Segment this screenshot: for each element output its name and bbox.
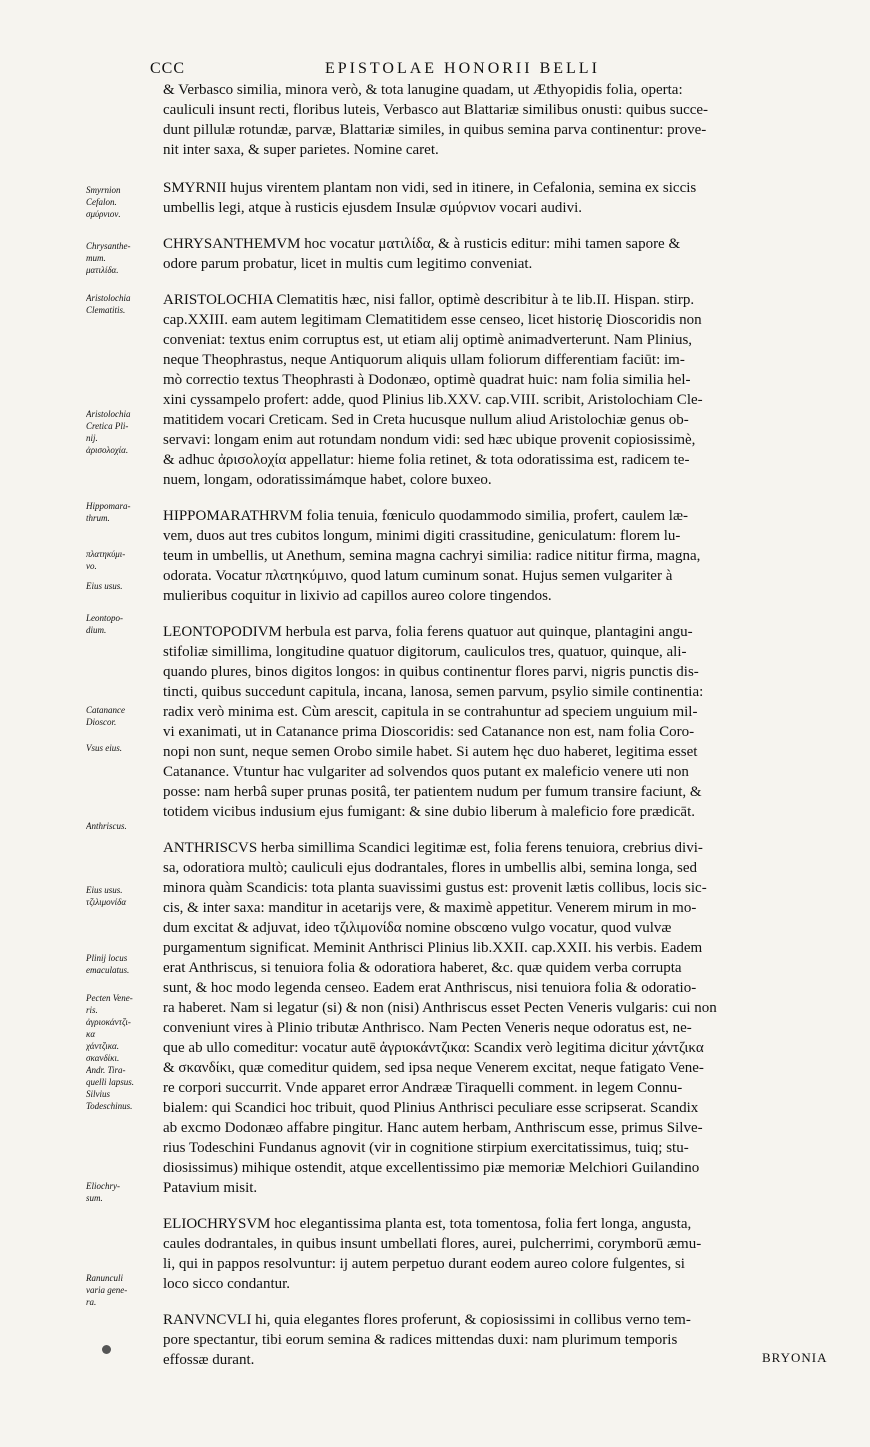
- margin-note-line: nij.: [86, 433, 98, 443]
- text-line: vi exanimati, ut in Catanance prima Dioscoridis: sed Catanance non est, nam folia Coro-: [163, 724, 695, 740]
- text-line: re corpori succurrit. Vnde apparet error Andrææ Tiraquelli comment. in legem Connu-: [163, 1080, 683, 1096]
- margin-note: [86, 184, 160, 220]
- text-line: ARISTOLOCHIA Clematitis hæc, nisi fallor, optimè describitur à te lib.II. Hispan. stirp.: [163, 292, 695, 308]
- text-line: posse: nam herbâ super prunas positâ, ter patientem nudum per fumum transire faciunt, &: [163, 784, 702, 800]
- margin-note-line: varia gene-: [86, 1285, 128, 1295]
- text-line: tincti, quibus succedunt capitula, incana, lanosa, semen parvum, psylio simile continentia:: [163, 684, 704, 700]
- text-line: SMYRNII hujus virentem plantam non vidi, sed in itinere, in Cefalonia, semina ex siccis: [163, 180, 697, 196]
- margin-note: [86, 884, 160, 908]
- margin-note-line: Dioscor.: [86, 717, 117, 727]
- margin-note-line: Eliochry-: [86, 1181, 120, 1191]
- text-line: servavi: longam enim aut rotundam nondum vidi: sed hæc ubique provenit copiosissimè,: [163, 432, 696, 448]
- margin-note-line: Pecten Vene-: [86, 993, 133, 1003]
- text-line: ra haberet. Nam si legatur (si) & non (nisi) Anthriscus esset Pecten Veneris vulgaris: cui non: [163, 1000, 717, 1016]
- margin-note-line: νο.: [86, 561, 97, 571]
- margin-note: [86, 1064, 160, 1112]
- text-line: radix verò minima est. Cùm arescit, capitula in se contrahuntur ad speciem unguium mil-: [163, 704, 698, 720]
- text-line: que ab ullo comeditur: vocatur autē ἀγριοκάντζικα: Scandix verò legitima dicitur χάντζικα: [163, 1040, 704, 1056]
- margin-note-line: Ranunculi: [86, 1273, 123, 1283]
- text-line: rius Todeschini Fundanus agnovit (vir in cognitione stirpium exercitatissimus, tuiq; stu-: [163, 1140, 689, 1156]
- text-line: LEONTOPODIVM herbula est parva, folia ferens quatuor aut quinque, plantagini angu-: [163, 624, 693, 640]
- margin-note-line: Aristolochia: [86, 409, 131, 419]
- text-line: teum in umbellis, ut Anethum, semina magna cachryi similia: radice nititur firma, magna,: [163, 548, 701, 564]
- running-head: EPISTOLAE HONORII BELLI: [325, 60, 600, 77]
- margin-note-line: τζιλιμονίδα: [86, 897, 127, 907]
- text-line: vem, duos aut tres cubitos longum, minimi digiti crassitudine, geniculatum: florem lu-: [163, 528, 681, 544]
- text-line: diosissimus) mihique ostendit, atque excellentissimo piæ memoriæ Melchiori Guilandino: [163, 1160, 700, 1176]
- text-line: CHRYSANTHEMVM hoc vocatur ματιλίδα, & à rusticis editur: mihi tamen sapore &: [163, 236, 681, 252]
- text-line: effossæ durant.: [163, 1352, 255, 1368]
- margin-note: [86, 500, 160, 524]
- margin-note-line: ra.: [86, 1297, 97, 1307]
- text-line: dum excitat & adjuvat, ideo τζιλιμονίδα nomine obscœno vulgo vocatur, quod vulvæ: [163, 920, 672, 936]
- margin-note-line: emaculatus.: [86, 965, 130, 975]
- margin-note-line: thrum.: [86, 513, 110, 523]
- text-line: stifoliæ simillima, longitudine quatuor digitorum, cauliculos tres, quatuor, quinque, ali-: [163, 644, 687, 660]
- text-line: RANVNCVLI hi, quia elegantes flores proferunt, & copiosissimi in collibus verno tem-: [163, 1312, 691, 1328]
- text-line: neque Theophrastus, neque Antiquorum aliquis ullam foliorum differentiam faciūt: im-: [163, 352, 685, 368]
- margin-note-line: Todeschinus.: [86, 1101, 133, 1111]
- margin-note: [86, 742, 160, 754]
- margin-note-line: Eius usus.: [86, 885, 123, 895]
- text-line: ab excmo Dodonæo affabre pingitur. Hanc autem herbam, Anthriscum esse, primus Silve-: [163, 1120, 703, 1136]
- text-line: ELIOCHRYSVM hoc elegantissima planta est, tota tomentosa, folia fert longa, angusta,: [163, 1216, 692, 1232]
- margin-note: [86, 612, 160, 636]
- text-line: dunt pillulæ rotundæ, parvæ, Blattariæ similes, in quibus semina parva continentur: prove-: [163, 122, 707, 138]
- margin-note: [86, 580, 160, 592]
- text-line: nit inter saxa, & super parietes. Nomine caret.: [163, 142, 439, 158]
- text-line: cap.XXIII. eam autem legitimam Clematitidem esse censeo, licet historię Dioscoridis non: [163, 312, 702, 328]
- margin-note-line: Chrysanthe-: [86, 241, 131, 251]
- margin-note-line: Plinij locus: [86, 953, 128, 963]
- text-line: sunt, & hoc modo legenda censeo. Eadem erat Anthriscus, nisi tenuiora folia & odoratio-: [163, 980, 697, 996]
- margin-note-line: Silvius: [86, 1089, 110, 1099]
- margin-note-line: Cefalon.: [86, 197, 117, 207]
- margin-note-line: σμύρνιον.: [86, 209, 121, 219]
- text-line: conveniat: textus enim corruptus est, ut etiam alij optimè animadverterunt. Nam Plinius,: [163, 332, 693, 348]
- margin-note-line: Hippomara-: [86, 501, 131, 511]
- margin-note-line: dium.: [86, 625, 107, 635]
- margin-note: [86, 704, 160, 728]
- margin-note-line: Vsus eius.: [86, 743, 122, 753]
- margin-note-line: Smyrnion: [86, 185, 121, 195]
- text-line: umbellis legi, atque à rusticis ejusdem Insulæ σμύρνιον vocari audivi.: [163, 200, 582, 216]
- margin-note: [86, 292, 160, 316]
- margin-note-line: sum.: [86, 1193, 103, 1203]
- margin-note-line: ris.: [86, 1005, 98, 1015]
- text-line: & adhuc ἀρισολοχία appellatur: hieme folia retinet, & tota odoratissima est, radicem te-: [163, 452, 690, 468]
- margin-note: [86, 992, 160, 1064]
- margin-note: [86, 240, 160, 276]
- text-line: bialem: qui Scandici hoc tribuit, quod Plinius Anthrisci peculiare esse scripserat. Scandix: [163, 1100, 699, 1116]
- text-line: & Verbasco similia, minora verò, & tota lanugine quadam, ut Æthyopidis folia, operta:: [163, 82, 683, 98]
- text-line: nuem, longam, odoratissimámque habet, colore buxeo.: [163, 472, 492, 488]
- margin-note-line: πλατηκύμι-: [86, 549, 126, 559]
- margin-note: [86, 408, 160, 456]
- text-line: pore spectantur, tibi eorum semina & radices mittendas duxi: nam plurimum temporis: [163, 1332, 678, 1348]
- margin-note-line: Eius usus.: [86, 581, 123, 591]
- text-line: loco sicco condantur.: [163, 1276, 291, 1292]
- text-line: quando plures, binos digitos longos: in quibus continentur flores parvi, nigris punctis dis-: [163, 664, 699, 680]
- text-line: sa, odoratiora multò; cauliculi ejus dodrantales, flores in umbellis albi, semina longa, sed: [163, 860, 698, 876]
- margin-note: [86, 820, 160, 832]
- margin-note-line: Leontopo-: [86, 613, 123, 623]
- margin-note: [86, 1272, 160, 1308]
- text-line: odore parum probatur, licet in multis cum legitimo conveniat.: [163, 256, 533, 272]
- text-line: xini cyssampelo profert: adde, quod Plinius lib.XXV. cap.VIII. scribit, Aristolochiam Cle-: [163, 392, 703, 408]
- text-line: li, qui in pappos resolvuntur: ij autem perpetuo durant eodem aureo colore fulgentes, si: [163, 1256, 685, 1272]
- text-line: HIPPOMARATHRVM folia tenuia, fœniculo quodammodo similia, profert, caulem læ-: [163, 508, 688, 524]
- margin-note-line: σκανδίκι.: [86, 1053, 120, 1063]
- margin-note-line: Aristolochia: [86, 293, 131, 303]
- text-line: mò correctio textus Theophrasti à Dodonæo, optimè quadrat huic: nam folia similia hel-: [163, 372, 691, 388]
- margin-note: [86, 1180, 160, 1204]
- margin-note-line: κα: [86, 1029, 96, 1039]
- margin-note-line: Andr. Tira-: [86, 1065, 126, 1075]
- margin-note-line: Catanance: [86, 705, 125, 715]
- margin-note-line: Cretica Pli-: [86, 421, 129, 431]
- text-line: purgamentum significat. Meminit Anthrisci Plinius lib.XXII. cap.XXII. his verbis. Eadem: [163, 940, 703, 956]
- margin-note-line: Clematitis.: [86, 305, 126, 315]
- margin-note-line: ἀγριοκάντζι-: [86, 1017, 131, 1027]
- text-line: Catanance. Vtuntur hac vulgariter ad solvendos quos putant ex maleficio venere uti non: [163, 764, 689, 780]
- text-line: cis, & inter saxa: manditur in acetarijs vere, & maximè appetitur. Venerem mirum in mo-: [163, 900, 697, 916]
- margin-note-line: mum.: [86, 253, 106, 263]
- text-line: conveniunt vires à Plinio tributæ Anthrisco. Nam Pecten Veneris neque odoratus est, ne-: [163, 1020, 692, 1036]
- text-line: & σκανδίκι, quæ comeditur quidem, sed ipsa neque Venerem excitat, neque fatigato Vene-: [163, 1060, 704, 1076]
- text-line: nopi non sunt, neque semen Orobo simile habet. Si autem hęc duo haberet, legitima esset: [163, 744, 698, 760]
- text-line: Patavium misit.: [163, 1180, 258, 1196]
- margin-note-line: quelli lapsus.: [86, 1077, 135, 1087]
- text-line: cauliculi insunt recti, floribus luteis, Verbasco aut Blattariæ similibus onusti: quibus succe-: [163, 102, 709, 118]
- ink-blot: [102, 1345, 111, 1354]
- text-line: odorata. Vocatur πλατηκύμινο, quod latum cuminum sonat. Hujus semen vulgariter à: [163, 568, 673, 584]
- text-line: totidem vicibus indusium ejus fumigant: & sine dubio liberum à maleficio fore prædicāt.: [163, 804, 695, 820]
- text-line: erat Anthriscus, si tenuiora folia & odoratiora haberet, &c. quæ quidem verba corrupta: [163, 960, 682, 976]
- margin-note: [86, 548, 160, 572]
- text-line: minora quàm Scandicis: tota planta suavissimi gustus est: provenit lætis collibus, locis sic-: [163, 880, 707, 896]
- catchword: BRYONIA: [762, 1350, 828, 1365]
- folio-number: CCC: [150, 60, 186, 77]
- text-line: mulieribus coquitur in lixivio ad capillos aureo colore tingendos.: [163, 588, 552, 604]
- text-line: matitidem vocari Creticam. Sed in Creta hucusque nullum aliud Aristolochiæ genus ob-: [163, 412, 689, 428]
- margin-note: [86, 952, 160, 976]
- margin-note-line: Anthriscus.: [86, 821, 127, 831]
- margin-note-line: ἀρισολοχία.: [86, 445, 129, 455]
- text-line: caules dodrantales, in quibus insunt umbellati flores, aurei, pulcherrimi, corymborū æmu-: [163, 1236, 702, 1252]
- margin-note-line: χάντζικα.: [86, 1041, 120, 1051]
- margin-note-line: ματιλίδα.: [86, 265, 119, 275]
- text-line: ANTHRISCVS herba simillima Scandici legitimæ est, folia ferens tenuiora, crebrius divi-: [163, 840, 703, 856]
